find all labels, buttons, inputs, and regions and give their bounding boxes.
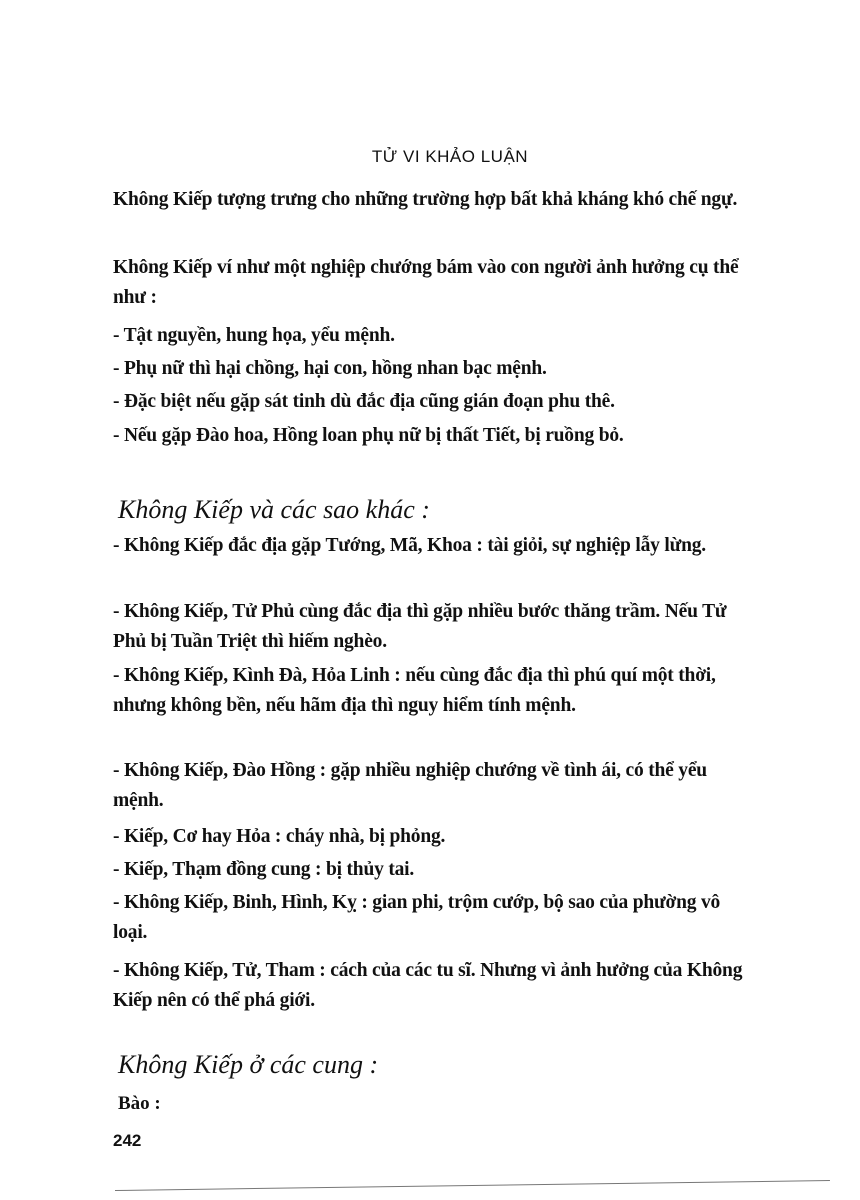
intro-bullet-3: - Đặc biệt nếu gặp sát tinh dù đắc địa cũng gián đoạn phu thê.	[113, 391, 615, 412]
star-item-2: - Không Kiếp, Tử Phủ cùng đắc địa thì gặp nhiều bước thăng trầm. Nếu Tử Phủ bị Tuần Triệt thì hiếm nghèo.	[113, 601, 727, 652]
section-heading-palaces: Không Kiếp ở các cung :	[118, 1050, 379, 1079]
intro-paragraph-1: Không Kiếp tượng trưng cho những trường hợp bất khả kháng khó chế ngự.	[113, 189, 738, 210]
star-item-6: - Kiếp, Thạm đồng cung : bị thủy tai.	[113, 859, 415, 880]
footer-rule	[115, 1180, 830, 1191]
intro-bullet-1: - Tật nguyền, hung họa, yểu mệnh.	[113, 325, 395, 346]
star-item-4: - Không Kiếp, Đào Hồng : gặp nhiều nghiệp chướng về tình ái, có thể yểu mệnh.	[113, 760, 707, 811]
intro-bullet-4: - Nếu gặp Đào hoa, Hồng loan phụ nữ bị thất Tiết, bị ruồng bỏ.	[113, 425, 624, 446]
running-head: TỬ VI KHẢO LUẬN	[371, 147, 529, 166]
star-item-7: - Không Kiếp, Binh, Hình, Kỵ : gian phi, trộm cướp, bộ sao của phường vô loại.	[113, 892, 721, 943]
star-item-8: - Không Kiếp, Tử, Tham : cách của các tu sĩ. Nhưng vì ảnh hưởng của Không Kiếp nên có thể phá giới.	[113, 960, 743, 1011]
intro-paragraph-2: Không Kiếp ví như một nghiệp chướng bám vào con người ảnh hưởng cụ thể như :	[113, 257, 739, 308]
star-item-1: - Không Kiếp đắc địa gặp Tướng, Mã, Khoa : tài giỏi, sự nghiệp lẫy lừng.	[113, 535, 706, 556]
section-heading-other-stars: Không Kiếp và các sao khác :	[118, 495, 430, 524]
intro-bullet-2: - Phụ nữ thì hại chồng, hại con, hồng nhan bạc mệnh.	[113, 358, 547, 379]
star-item-5: - Kiếp, Cơ hay Hỏa : cháy nhà, bị phỏng.	[113, 826, 446, 847]
page-number: 242	[113, 1131, 142, 1150]
star-item-3: - Không Kiếp, Kình Đà, Hỏa Linh : nếu cùng đắc địa thì phú quí một thời, nhưng không bền, nếu hãm địa thì nguy hiểm tính mệnh.	[113, 665, 716, 716]
palace-subheading: Bào :	[118, 1093, 161, 1114]
